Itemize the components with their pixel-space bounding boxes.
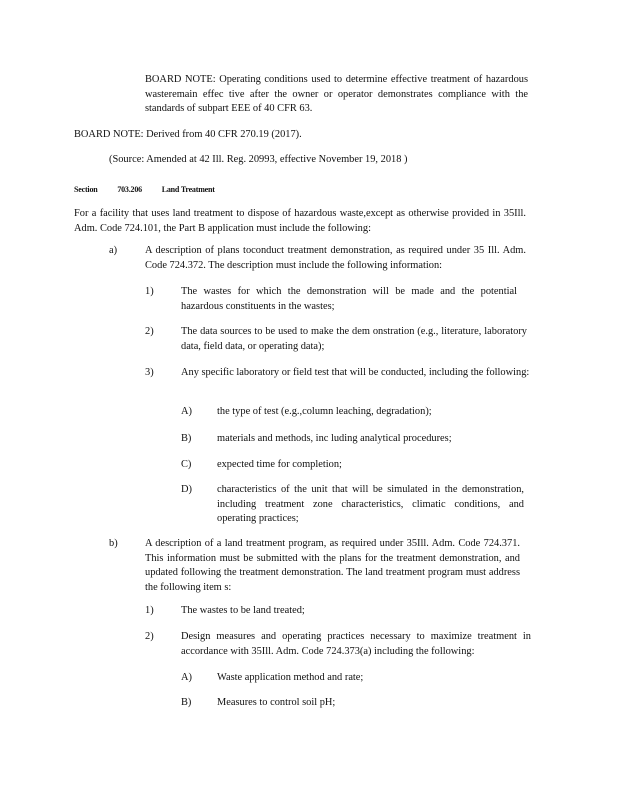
section-heading xyxy=(74,183,233,198)
intro-paragraph: For a facility that uses land treatment to dispose of hazardous waste,except as otherwise provided in 35Ill. Adm. Code 724.101, the Part B application must include the following: xyxy=(74,208,526,234)
item-a2-text: The data sources to be used to make the dem onstration (e.g., literature, laboratory data, field data, or operating data); xyxy=(181,326,527,352)
source-note: (Source: Amended at 42 Ill. Reg. 20993, effective November 19, 2018 ) xyxy=(109,154,408,165)
item-a3-C-label: C) xyxy=(181,459,192,470)
section-number: 703.206 xyxy=(117,185,142,194)
item-b2-A-text: Waste application method and rate; xyxy=(217,672,364,683)
item-a3-C-text: expected time for completion; xyxy=(217,459,342,470)
item-a1-text: The wastes for which the demonstration will be made and the potential hazardous constituents in the wastes; xyxy=(181,286,517,312)
section-word: Section xyxy=(74,185,98,194)
item-a3-B-text: materials and methods, inc luding analytical procedures; xyxy=(217,433,452,444)
item-b2-A-label: A) xyxy=(181,672,192,683)
item-a3-D-label: D) xyxy=(181,484,192,495)
section-title: Land Treatment xyxy=(161,185,215,194)
item-b2-B-text: Measures to control soil pH; xyxy=(217,697,336,708)
item-b2-B-label: B) xyxy=(181,697,192,708)
item-a3-A-text: the type of test (e.g.,column leaching, degradation); xyxy=(217,406,432,417)
item-b-text: A description of a land treatment program, as required under 35Ill. Adm. Code 724.371. This information must be submitted with the plans for the treatment demonstration, and updated following the treatment demonstration. The land treatment program must address the following item s: xyxy=(145,538,520,593)
board-note-derived: BOARD NOTE: Derived from 40 CFR 270.19 (2017). xyxy=(74,129,302,140)
item-a3-B-label: B) xyxy=(181,433,192,444)
item-a3-text: Any specific laboratory or field test that will be conducted, including the following: xyxy=(181,367,530,378)
item-a2-label: 2) xyxy=(145,326,154,337)
item-a1-label: 1) xyxy=(145,286,154,297)
item-a3-D-text: characteristics of the unit that will be simulated in the demonstration, including treatment zone characteristics, climatic conditions, and operating practices; xyxy=(217,484,524,524)
item-b1-text: The wastes to be land treated; xyxy=(181,605,305,616)
item-b2-text: Design measures and operating practices necessary to maximize treatment in accordance with 35Ill. Adm. Code 724.373(a) including the following: xyxy=(181,631,531,657)
item-a-text: A description of plans toconduct treatment demonstration, as required under 35 Ill. Adm. Code 724.372. The description must include the following information: xyxy=(145,245,526,271)
item-a-label: a) xyxy=(109,245,118,256)
board-note-top: BOARD NOTE: Operating conditions used to determine effective treatment of hazardous wasteremain effec tive after the owner or operator demonstrates compliance with the standards of subpart EEE of 40 CFR 63. xyxy=(145,74,528,114)
item-b1-label: 1) xyxy=(145,605,154,616)
item-a3-A-label: A) xyxy=(181,406,192,417)
item-b2-label: 2) xyxy=(145,631,154,642)
item-b-label: b) xyxy=(109,538,118,549)
item-a3-label: 3) xyxy=(145,367,154,378)
